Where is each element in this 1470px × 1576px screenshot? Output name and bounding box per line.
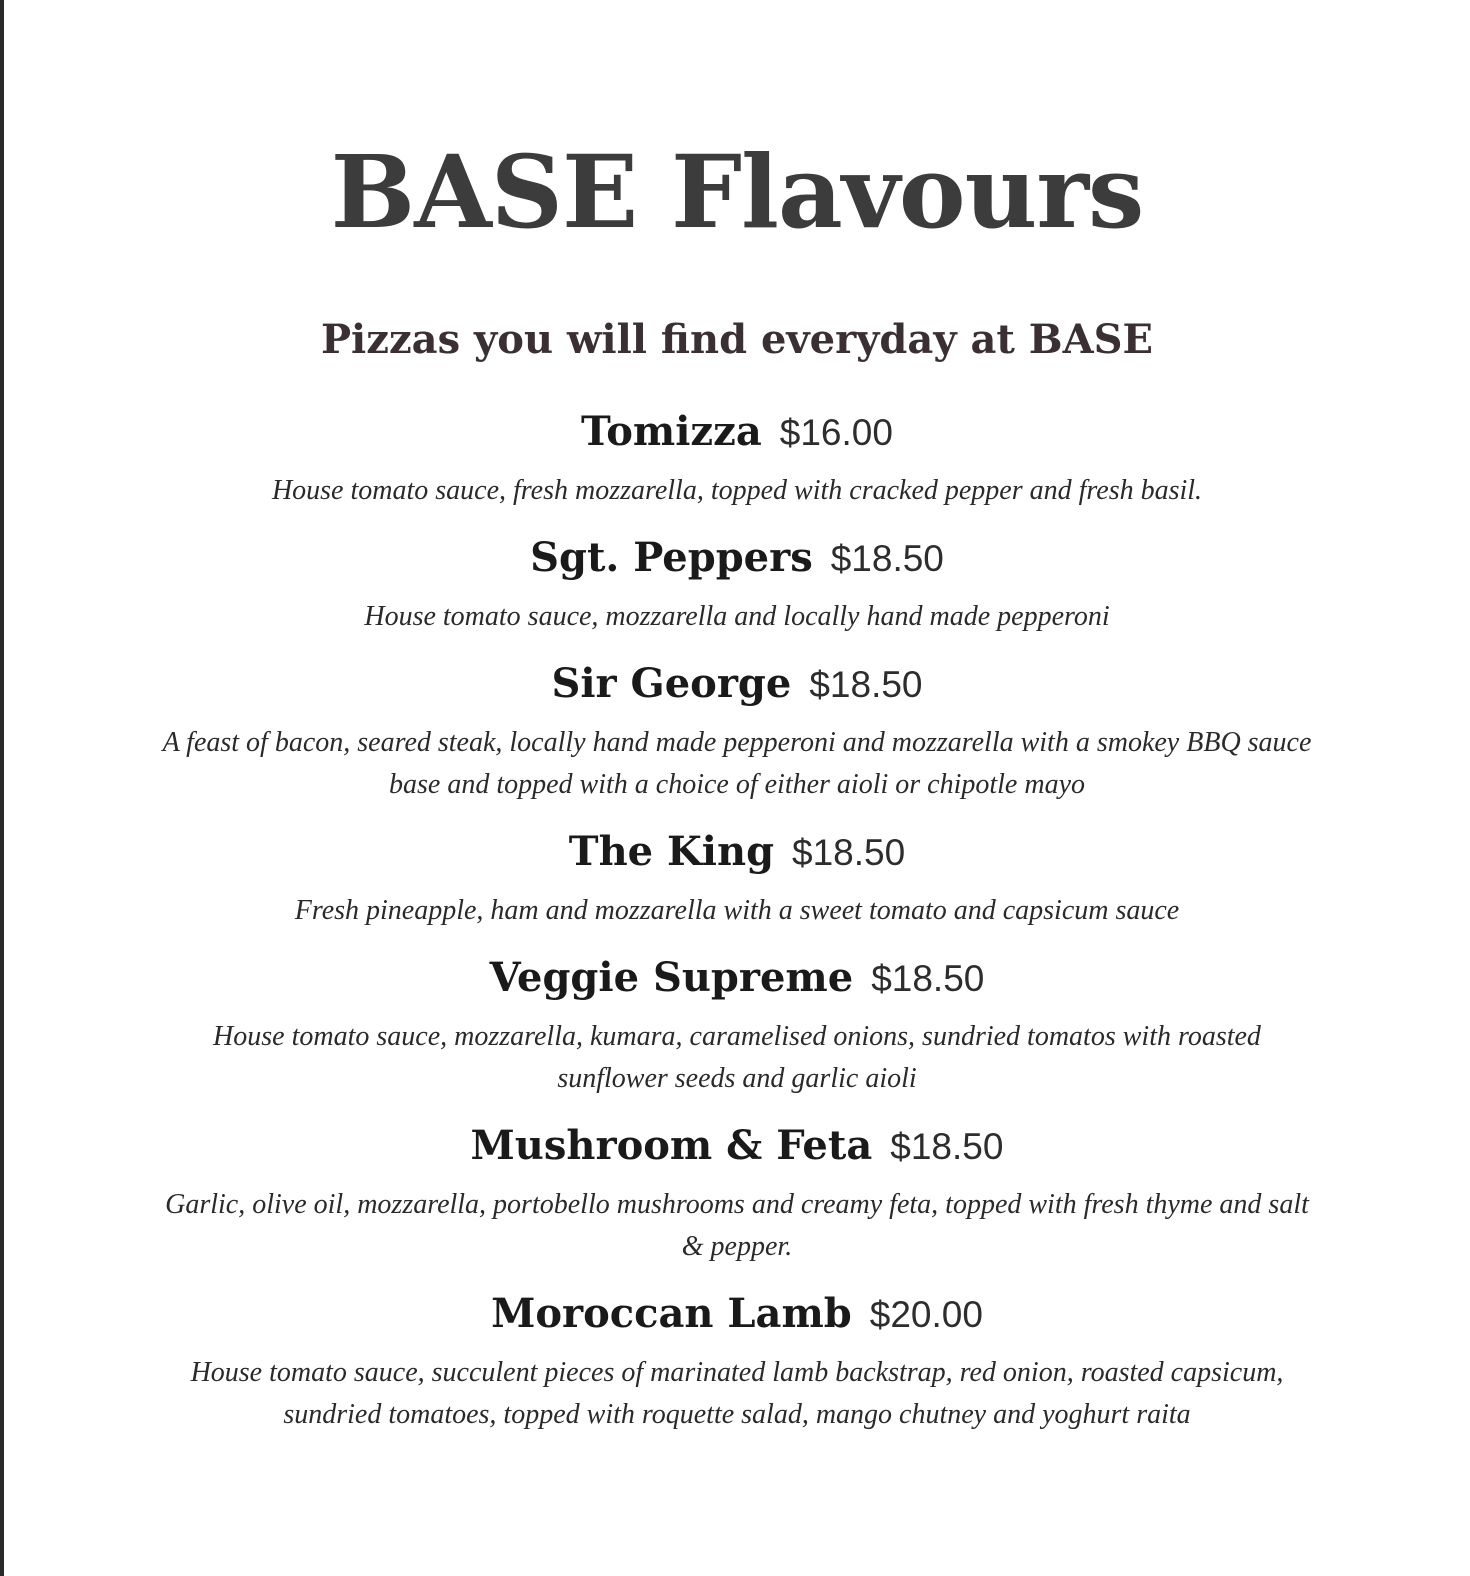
menu-item-name: The King — [568, 828, 775, 875]
menu-item-heading — [4, 946, 1470, 1010]
menu-item-heading — [4, 1114, 1470, 1178]
page-title: BASE Flavours — [330, 133, 1144, 251]
menu-item-description: House tomato sauce, fresh mozzarella, topped with cracked pepper and fresh basil. — [271, 475, 1203, 506]
menu-item-name: Tomizza — [581, 408, 762, 455]
menu-item-heading — [4, 652, 1470, 716]
menu-item-description: Fresh pineapple, ham and mozzarella with a sweet tomato and capsicum sauce — [294, 895, 1180, 926]
menu-item-price: $16.00 — [779, 412, 893, 453]
menu-item-name: Mushroom & Feta — [470, 1122, 873, 1169]
menu-item-heading — [4, 526, 1470, 590]
menu-item-moroccan-lamb — [4, 1282, 1470, 1436]
menu-item-name: Veggie Supreme — [489, 954, 854, 1001]
menu-item-name: Sgt. Peppers — [530, 534, 813, 581]
menu-item-name: Moroccan Lamb — [491, 1290, 852, 1337]
menu-item-price: $20.00 — [869, 1294, 983, 1335]
menu-item-sgt-peppers — [4, 526, 1470, 638]
menu-item-veggie-supreme — [4, 946, 1470, 1100]
menu-item-description: House tomato sauce, mozzarella, kumara, caramelised onions, sundried tomatos with roasted sunflower seeds and garlic aioli — [213, 1021, 1261, 1094]
menu-item-description: Garlic, olive oil, mozzarella, portobello mushrooms and creamy feta, topped with fresh thyme and salt & pepper. — [165, 1189, 1309, 1262]
pizza-menu-list — [4, 400, 1470, 1450]
menu-item-description: House tomato sauce, succulent pieces of marinated lamb backstrap, red onion, roasted capsicum, sundried tomatoes, topped with roquette salad, mango chutney and yoghurt raita — [190, 1357, 1284, 1430]
menu-item-price: $18.50 — [809, 664, 923, 705]
menu-item-tomizza — [4, 400, 1470, 512]
menu-item-sir-george — [4, 652, 1470, 806]
menu-item-price: $18.50 — [792, 832, 906, 873]
menu-item-price: $18.50 — [830, 538, 944, 579]
menu-item-price: $18.50 — [871, 958, 985, 999]
menu-item-heading — [4, 820, 1470, 884]
menu-item-the-king — [4, 820, 1470, 932]
menu-item-name: Sir George — [551, 660, 792, 707]
menu-item-heading — [4, 400, 1470, 464]
menu-item-description: A feast of bacon, seared steak, locally hand made pepperoni and mozzarella with a smokey BBQ sauce base and topped with a choice of either aioli or chipotle mayo — [162, 727, 1312, 800]
menu-item-description: House tomato sauce, mozzarella and locally hand made pepperoni — [364, 601, 1110, 632]
menu-item-heading — [4, 1282, 1470, 1346]
menu-item-mushroom-feta — [4, 1114, 1470, 1268]
menu-subtitle: Pizzas you will find everyday at BASE — [320, 316, 1154, 363]
menu-item-price: $18.50 — [890, 1126, 1004, 1167]
menu-page — [4, 0, 1470, 1576]
